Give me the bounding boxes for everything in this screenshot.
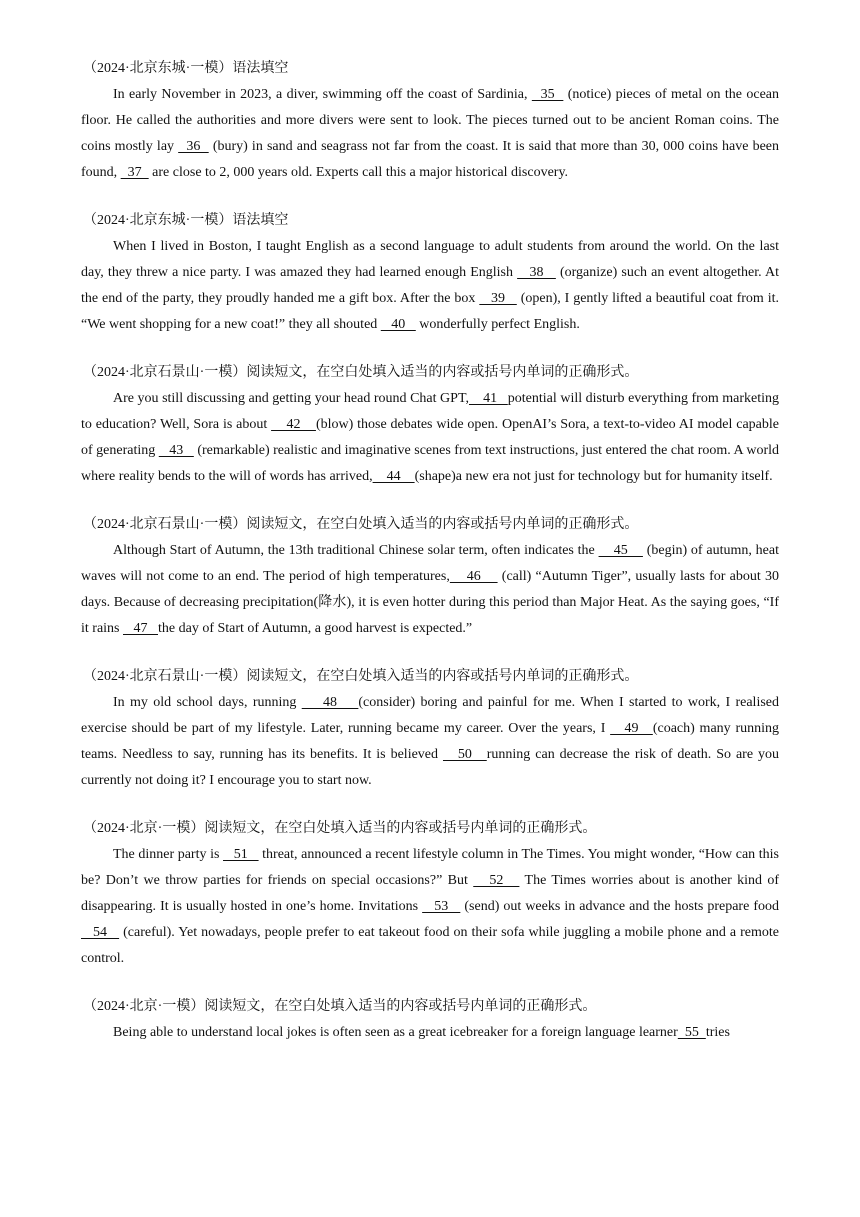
exercise-passage (81, 386, 779, 490)
exercise-section (81, 664, 779, 794)
answer-blank: 43 (158, 443, 194, 458)
passage-text: (remarkable) realistic and imaginative scenes from text instructions, just entered the chat room. A world where reality bends to the will of words has arrived, (81, 443, 779, 484)
passage-text: (notice) pieces of metal on the ocean floor. He called the authorities and more divers were sent to look. The pieces turned out to be ancient Roman coins. The coins mostly lay (81, 87, 780, 154)
answer-blank: 47 (123, 621, 158, 636)
exercise-passage (81, 842, 779, 972)
passage-text: wonderfully perfect English. (415, 317, 580, 332)
exercise-passage (81, 690, 779, 794)
passage-text: running can decrease the risk of death. So are you currently not doing it? I encourage you to start now. (81, 747, 780, 788)
answer-blank: 52 (473, 873, 520, 888)
exercise-heading: （2024·北京东城·一模）语法填空 (83, 61, 289, 76)
passage-text: the day of Start of Autumn, a good harvest is expected.” (158, 621, 473, 636)
exercise-section (81, 816, 779, 972)
exercise-heading: （2024·北京·一模）阅读短文，在空白处填入适当的内容或括号内单词的正确形式。 (83, 821, 597, 836)
answer-blank: 48 (301, 695, 359, 710)
passage-text: Are you still discussing and getting your head round Chat GPT, (113, 391, 469, 406)
answer-blank: 44 (372, 469, 415, 484)
passage-text: tries (705, 1025, 730, 1040)
answer-blank: 42 (271, 417, 316, 432)
exercise-passage (81, 538, 779, 642)
exercise-heading: （2024·北京石景山·一模）阅读短文，在空白处填入适当的内容或括号内单词的正确形式。 (83, 365, 639, 380)
passage-text: (send) out weeks in advance and the hosts prepare food (460, 899, 780, 914)
answer-blank: 45 (598, 543, 643, 558)
exercise-heading: （2024·北京石景山·一模）阅读短文，在空白处填入适当的内容或括号内单词的正确形式。 (83, 669, 639, 684)
passage-text: (careful). Yet nowadays, people prefer to eat takeout food on their sofa while juggling a mobile phone and a remote control. (81, 925, 779, 966)
answer-blank: 41 (468, 391, 508, 406)
exercise-passage (81, 234, 779, 338)
exercise-section (81, 56, 779, 186)
passage-text: Although Start of Autumn, the 13th traditional Chinese solar term, often indicates the (113, 543, 599, 558)
passage-text: (bury) in sand and seagrass not far from the coast. It is said that more than 30, 000 coins have been found, (81, 139, 780, 180)
passage-text: The dinner party is (113, 847, 224, 862)
answer-blank: 51 (223, 847, 259, 862)
answer-blank: 53 (422, 899, 461, 914)
passage-text: Being able to understand local jokes is often seen as a great icebreaker for a foreign language learner (113, 1025, 678, 1040)
answer-blank: 40 (380, 317, 416, 332)
answer-blank: 50 (442, 747, 487, 762)
answer-blank: 36 (178, 139, 209, 154)
exercise-passage (81, 82, 779, 186)
passage-text: (coach) many running teams. Needless to say, running has its benefits. It is believed (81, 721, 779, 762)
passage-text: (consider) boring and painful for me. When I started to work, I realised exercise should be part of my lifestyle. Later, running became my career. Over the years, I (81, 695, 779, 736)
passage-text: threat, announced a recent lifestyle column in The Times. You might wonder, “How can this be? Don’t we throw parties for friends on special occasions?” But (81, 847, 779, 888)
passage-text: The Times worries about is another kind of disappearing. It is usually hosted in one’s home. Invitations (81, 873, 779, 914)
passage-text: In early November in 2023, a diver, swimming off the coast of Sardinia, (113, 87, 532, 102)
passage-text: (begin) of autumn, heat waves will not come to an end. The period of high temperatures, (81, 543, 779, 584)
exercise-passage (81, 1020, 779, 1046)
exercise-section (81, 994, 779, 1046)
exercise-heading: （2024·北京石景山·一模）阅读短文，在空白处填入适当的内容或括号内单词的正确形式。 (83, 517, 639, 532)
answer-blank: 55 (677, 1025, 706, 1040)
passage-text: When I lived in Boston, I taught English as a second language to adult students from around the world. On the last day, they threw a nice party. I was amazed they had learned enough English (81, 239, 779, 280)
passage-text: In my old school days, running (113, 695, 302, 710)
exercise-heading: （2024·北京·一模）阅读短文，在空白处填入适当的内容或括号内单词的正确形式。 (83, 999, 597, 1014)
answer-blank: 38 (517, 265, 556, 280)
passage-text: are close to 2, 000 years old. Experts call this a major historical discovery. (148, 165, 569, 180)
passage-text: (blow) those debates wide open. OpenAI’s Sora, a text-to-video AI model capable of generating (81, 417, 779, 458)
exercise-list (81, 56, 779, 1046)
exercise-section (81, 512, 779, 642)
passage-text: (open), I gently lifted a beautiful coat from it. “We went shopping for a new coat!” they all shouted (81, 291, 779, 332)
answer-blank: 49 (610, 721, 653, 736)
passage-text: (call) “Autumn Tiger”, usually lasts for about 30 days. Because of decreasing precipitation(降水), it is even hotter during this period than Major Heat. As the saying goes, “If it rains (81, 569, 780, 636)
exercise-section (81, 360, 779, 490)
answer-blank: 35 (531, 87, 564, 102)
passage-text: (shape)a new era not just for technology but for humanity itself. (414, 469, 773, 484)
passage-text: potential will disturb everything from marketing to education? Well, Sora is about (81, 391, 780, 432)
answer-blank: 39 (479, 291, 517, 306)
exercise-heading: （2024·北京东城·一模）语法填空 (83, 213, 289, 228)
answer-blank: 37 (120, 165, 149, 180)
answer-blank: 54 (81, 925, 120, 940)
passage-text: (organize) such an event altogether. At the end of the party, they proudly handed me a gift box. After the box (81, 265, 779, 306)
exercise-section (81, 208, 779, 338)
answer-blank: 46 (449, 569, 498, 584)
